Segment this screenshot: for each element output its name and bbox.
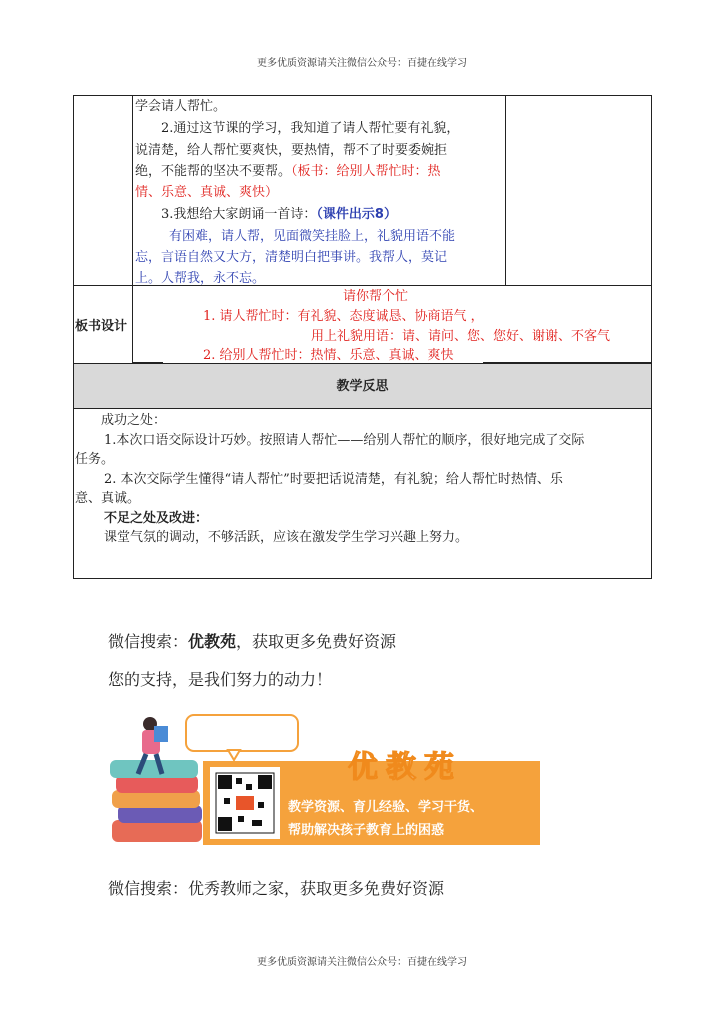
board-design-label: 板书设计: [75, 319, 128, 334]
board-item: 用上礼貌用语：请、请问、您、您好、谢谢、不客气: [311, 329, 611, 344]
procedure-line: 说清楚，给人帮忙要爽快，要热情，帮不了时要委婉拒: [135, 143, 448, 158]
ad-text: 微信搜索：: [108, 632, 189, 651]
board-item: 1. 请人帮忙时：有礼貌、态度诚恳、协商语气 ，: [203, 309, 484, 324]
board-title: 请你帮个忙: [343, 289, 409, 304]
board-note: （板书：给别人帮忙时：热: [291, 164, 441, 179]
banner-line: 帮助解决孩子教育上的困惑: [288, 823, 445, 838]
board-item: 2. 给别人帮忙时：热情、乐意、真诚、爽快: [203, 348, 454, 363]
courseware-note: （课件出示8）: [316, 207, 397, 222]
page-header: 更多优质资源请关注微信公众号：百捷在线学习: [257, 58, 467, 69]
reflection-line: 1.本次口语交际设计巧妙。按照请人帮忙——给别人帮忙的顺序，很好地完成了交际: [104, 433, 585, 448]
support-line: 您的支持，是我们努力的动力！: [108, 670, 333, 689]
reflection-heading: 教学反思: [336, 379, 389, 394]
procedure-line: 学会请人帮忙。: [135, 99, 227, 114]
lesson-table: [73, 95, 652, 579]
promo-banner: [108, 712, 540, 847]
poem-line: 有困难，请人帮，见面微笑挂脸上，礼貌用语不能: [169, 229, 456, 244]
brand-name: 优教苑: [188, 632, 237, 651]
poem-line: 忘，言语自然又大方，清楚明白把事讲。我帮人，莫记: [135, 250, 448, 265]
procedure-line: [161, 205, 397, 225]
ad-text: ，获取更多免费好资源: [236, 632, 397, 651]
reflection-line: 意、真诚。: [75, 491, 141, 506]
reflection-line: 课堂气氛的调动，不够活跃，应该在激发学生学习兴趣上努力。: [104, 530, 469, 545]
page-footer: 更多优质资源请关注微信公众号：百捷在线学习: [257, 957, 467, 968]
reflection-line: 2. 本次交际学生懂得“请人帮忙”时要把话说清楚，有礼貌；给人帮忙时热情、乐: [104, 472, 563, 487]
procedure-line: [135, 162, 441, 182]
poem-line: 上。人帮我，永不忘。: [135, 271, 266, 286]
procedure-line: 2.通过这节课的学习，我知道了请人帮忙要有礼貌，: [161, 121, 460, 136]
wechat-search-line-2: 微信搜索：优秀教师之家，获取更多免费好资源: [108, 879, 445, 898]
improve-label: 不足之处及改进：: [104, 511, 209, 526]
banner-title: 优教苑: [348, 750, 462, 785]
procedure-text: 3.我想给大家朗诵一首诗：: [161, 207, 317, 222]
banner-line: 教学资源、育儿经验、学习干货、: [288, 800, 484, 815]
reflection-label: 成功之处：: [101, 413, 167, 428]
board-note: 情、乐意、真诚、爽快）: [135, 185, 279, 200]
reflection-line: 任务。: [75, 452, 115, 467]
wechat-search-line: [108, 629, 396, 652]
procedure-text: 绝，不能帮的坚决不要帮。: [135, 164, 292, 179]
